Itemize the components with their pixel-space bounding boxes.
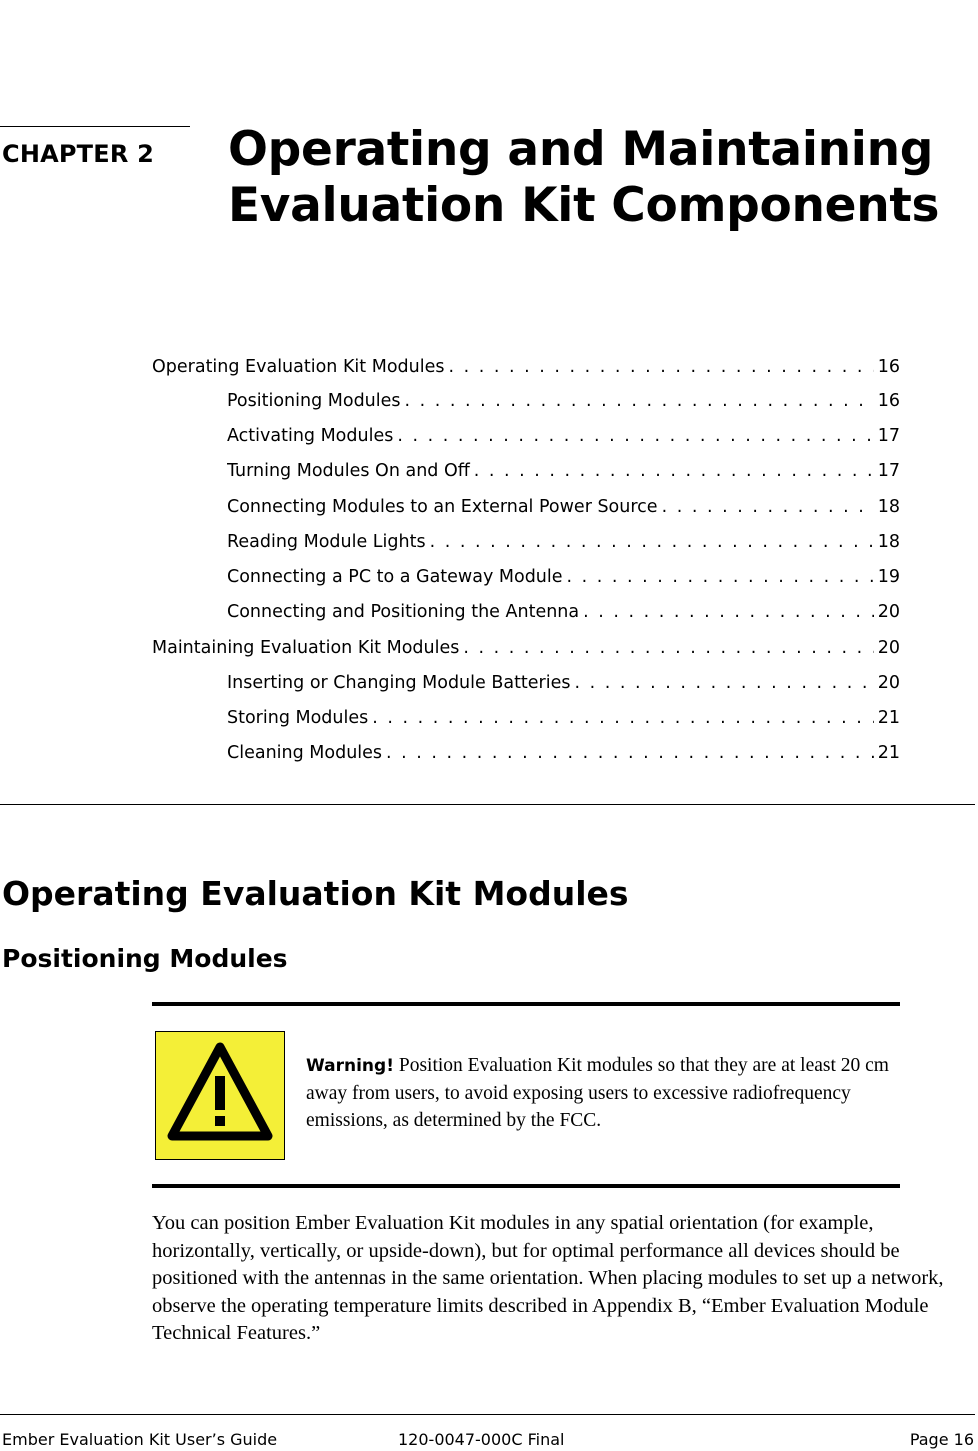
footer-document-number: 120-0047-000C Final [398, 1430, 565, 1449]
toc-entry-title: Cleaning Modules [227, 743, 383, 763]
toc-entry-page: 16 [877, 357, 900, 377]
toc-entry-page: 18 [877, 532, 900, 552]
toc-entry[interactable] [152, 357, 900, 381]
toc-leader-dots [575, 673, 874, 693]
chapter-title [228, 122, 948, 234]
toc-entry-page: 21 [877, 708, 900, 728]
toc-leader-dots [567, 567, 874, 587]
toc-entry-page: 16 [877, 391, 900, 411]
toc-entry-page: 20 [877, 638, 900, 658]
toc-leader-dots [474, 461, 874, 481]
toc-leader-dots [448, 357, 873, 377]
toc-entry-title: Maintaining Evaluation Kit Modules [152, 638, 460, 658]
toc-entry-title: Turning Modules On and Off [227, 461, 470, 481]
toc-entry-title: Connecting a PC to a Gateway Module [227, 567, 563, 587]
warning-triangle-icon-graphic [156, 1032, 284, 1159]
footer-document-title: Ember Evaluation Kit User’s Guide [2, 1430, 278, 1449]
footer-rule [0, 1414, 975, 1415]
chapter-rule [0, 126, 190, 127]
toc-entry-title: Reading Module Lights [227, 532, 426, 552]
toc-entry-title: Operating Evaluation Kit Modules [152, 357, 445, 377]
warning-text: Position Evaluation Kit modules so that they are at least 20 cm away from users, to avoid exposing users to excessive radiofrequency emissions, as determined by the FCC. [306, 1055, 889, 1131]
toc-entry[interactable] [227, 391, 900, 415]
toc-entry-page: 20 [877, 673, 900, 693]
toc-entry[interactable] [227, 602, 900, 626]
toc-entry-title: Positioning Modules [227, 391, 401, 411]
chapter-title-line-2: Evaluation Kit Components [228, 178, 940, 233]
warning-message [306, 1052, 906, 1134]
toc-leader-dots [430, 532, 874, 552]
toc-leader-dots [583, 602, 874, 622]
toc-divider [0, 804, 975, 805]
toc-leader-dots [372, 708, 873, 728]
footer-page-number: Page 16 [909, 1430, 974, 1449]
toc-entry[interactable] [227, 426, 900, 450]
toc-entry-title: Connecting Modules to an External Power Source [227, 497, 658, 517]
toc-entry[interactable] [227, 532, 900, 556]
toc-entry[interactable] [227, 461, 900, 485]
subsection-heading: Positioning Modules [2, 944, 288, 973]
toc-entry-page: 18 [877, 497, 900, 517]
toc-leader-dots [463, 638, 873, 658]
toc-entry[interactable] [227, 567, 900, 591]
toc-entry-page: 21 [877, 743, 900, 763]
toc-entry-title: Activating Modules [227, 426, 394, 446]
warning-triangle-icon [155, 1031, 285, 1160]
section-heading: Operating Evaluation Kit Modules [2, 874, 629, 913]
toc-entry-title: Connecting and Positioning the Antenna [227, 602, 580, 622]
chapter-label: CHAPTER 2 [2, 140, 154, 168]
warning-label: Warning! [306, 1056, 394, 1076]
toc-entry-title: Storing Modules [227, 708, 369, 728]
toc-entry[interactable] [227, 743, 900, 767]
toc-entry[interactable] [227, 708, 900, 732]
toc-leader-dots [405, 391, 874, 411]
toc-entry-page: 17 [877, 426, 900, 446]
toc-entry[interactable] [227, 497, 900, 521]
body-paragraph: You can position Ember Evaluation Kit modules in any spatial orientation (for example, horizontally, vertically, or upside-down), but for optimal performance all devices should be positioned with the antennas in the same orientation. When placing modules to set up a network, observe the operating temperature limits described in Appendix B, “Ember Evaluation Module Technical Features.” [152, 1212, 944, 1344]
toc-leader-dots [397, 426, 873, 446]
toc-entry-title: Inserting or Changing Module Batteries [227, 673, 571, 693]
warning-bottom-rule [152, 1184, 900, 1188]
toc-entry[interactable] [227, 673, 900, 697]
toc-entry-page: 17 [877, 461, 900, 481]
toc-leader-dots [386, 743, 874, 763]
toc-entry-page: 20 [877, 602, 900, 622]
toc-leader-dots [662, 497, 874, 517]
toc-entry-page: 19 [877, 567, 900, 587]
warning-top-rule [152, 1002, 900, 1006]
toc-entry[interactable] [152, 638, 900, 662]
chapter-title-line-1: Operating and Maintaining [228, 122, 934, 177]
